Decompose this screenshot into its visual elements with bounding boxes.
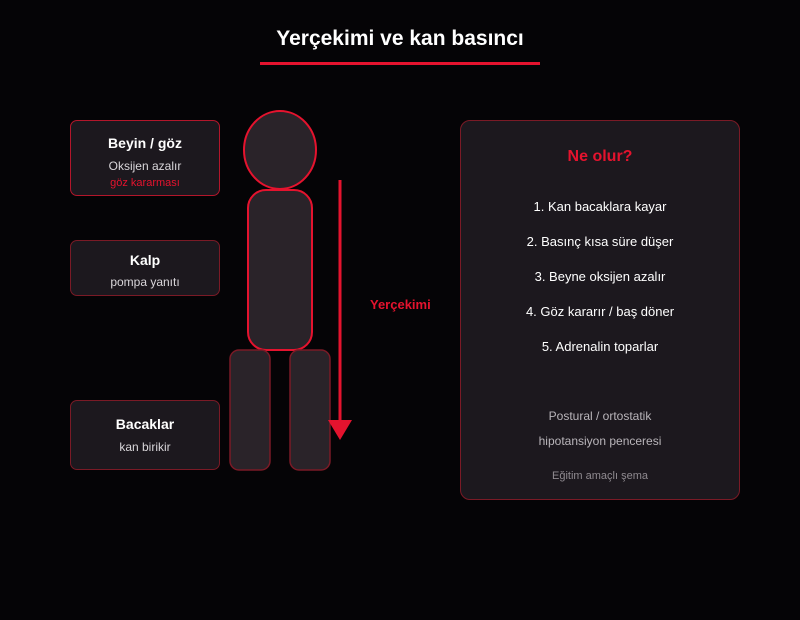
step-5: 5. Adrenalin toparlar [541, 339, 659, 354]
step-4: 4. Göz kararır / baş döner [525, 304, 675, 319]
info-panel [460, 120, 740, 500]
panel-title: Ne olur? [567, 148, 633, 165]
footnote: Eğitim amaçlı şema [552, 470, 648, 482]
note-line-2: hipotansiyon penceresi [538, 434, 662, 448]
figure-torso [248, 190, 312, 350]
gravity-arrow-head [328, 420, 352, 440]
figure-right-leg [290, 350, 330, 470]
step-2: 2. Basınç kısa süre düşer [526, 234, 674, 249]
figure-head [244, 111, 316, 189]
heart-heading: Kalp [129, 252, 161, 268]
note-line-1: Postural / ortostatik [548, 409, 652, 423]
step-3: 3. Beyne oksijen azalır [534, 269, 666, 284]
legs-heading: Bacaklar [115, 416, 175, 432]
gravity-label: Yerçekimi [370, 297, 431, 312]
page-title: Yerçekimi ve kan basıncı [276, 27, 524, 50]
heart-description: pompa yanıtı [110, 275, 180, 289]
brain-description: Oksijen azalır [108, 159, 182, 173]
legs-description: kan birikir [119, 440, 171, 454]
step-1: 1. Kan bacaklara kayar [533, 199, 667, 214]
brain-heading: Beyin / göz [108, 135, 182, 151]
figure-left-leg [230, 350, 270, 470]
brain-warning: göz kararması [110, 177, 180, 189]
